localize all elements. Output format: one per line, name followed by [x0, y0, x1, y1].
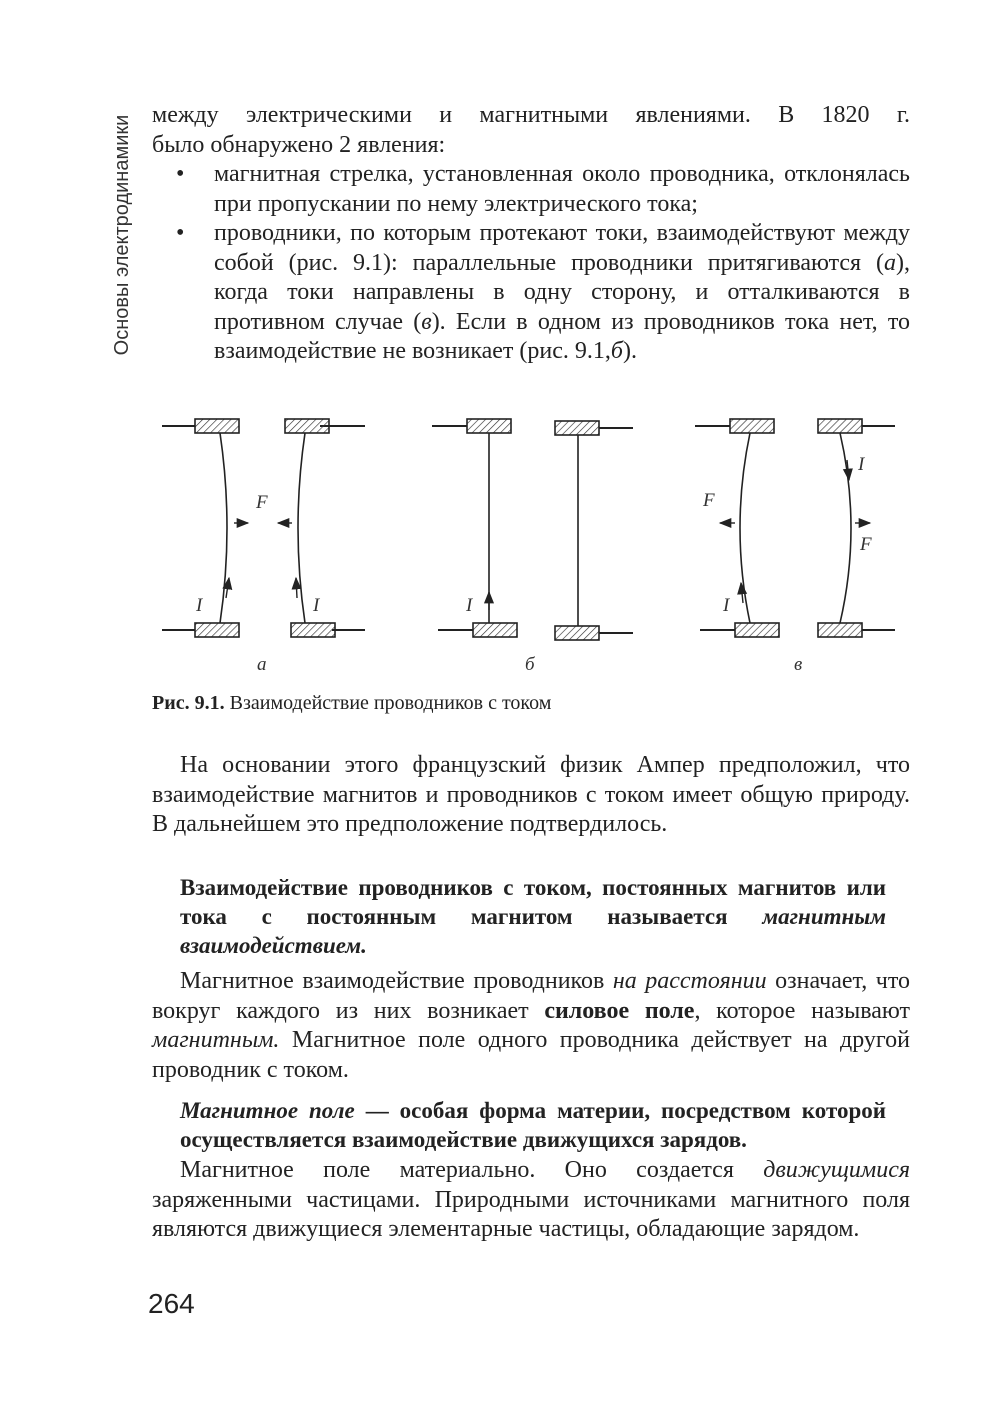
paragraph-2: [152, 967, 910, 1085]
bullet-list: [152, 160, 910, 367]
p3-b: заряженными частицами. Природными источниками магнитного поля являются движущиеся элементарные частицы, обладающие зарядом.: [152, 1186, 910, 1242]
p2-b: означает, что вокруг каждого из них возникает: [152, 968, 910, 1024]
bullet-text-2-tail: ). Если в одном из проводников тока нет, то взаимодействие не возникает (рис. 9.1,: [214, 308, 911, 364]
paragraph-1: На основании этого французский физик Ампер предположил, что взаимодействие магнитов и проводников с током имеет общую природу. В дальнейшем это предположение подтвердилось.: [152, 752, 910, 837]
intro-line-1: между электрическими и магнитными явлениями. В 1820 г.: [152, 102, 910, 128]
panel-label-a: а: [257, 654, 267, 675]
bullet-marker: •: [176, 161, 185, 187]
ref-a: а: [884, 249, 896, 276]
p2-c: , которое называют: [694, 997, 910, 1024]
p2-c-it: магнитным.: [152, 1027, 280, 1053]
panel-label-b: б: [525, 654, 535, 675]
bullet-text-2: проводники, по которым протекают токи, взаимодействуют между собой (рис. 9.1): параллельные проводники притягиваются (: [214, 220, 910, 276]
p2-a-it: на расстоянии: [612, 968, 767, 994]
p3-a-it: движущимися: [763, 1157, 910, 1183]
definition-1-text: Взаимодействие проводников с током, постоянных магнитов или тока с постоянным магнитом называется: [180, 875, 886, 929]
p2-d: Магнитное поле одного проводника действует на другой проводник с током.: [152, 1027, 910, 1083]
definition-1-term: магнитным взаимодействием.: [180, 904, 886, 958]
bullet-text-1: магнитная стрелка, установленная около проводника, отклонялась при пропускании по нему электрического тока;: [214, 161, 910, 217]
force-label-a: F: [256, 492, 268, 513]
p3-a: Магнитное поле материально. Оно создается: [180, 1157, 764, 1183]
figure-caption: [152, 690, 551, 716]
caption-text: Взаимодействие проводников с током: [229, 692, 552, 714]
current-label-a1: I: [196, 595, 203, 616]
bullet-item-1: [152, 160, 910, 219]
bullet-marker: •: [176, 220, 185, 246]
current-label-a2: I: [313, 595, 320, 616]
intro-line-2: было обнаружено 2 явления:: [152, 131, 446, 158]
definition-2-term: Магнитное поле: [180, 1098, 355, 1123]
running-head: Основы электродинамики: [111, 114, 133, 356]
bullet-item-2: [152, 219, 910, 367]
current-label-b: I: [466, 595, 473, 616]
p2-a: Магнитное взаимодействие проводников: [180, 968, 613, 994]
force-label-v2: F: [860, 534, 872, 555]
force-label-v1: F: [703, 490, 715, 511]
current-label-v1: I: [723, 595, 730, 616]
caption-prefix: Рис. 9.1.: [152, 692, 225, 714]
definition-2: [180, 1096, 886, 1154]
figure-conductors: [150, 408, 910, 683]
bullet-text-2-mid: ), когда токи направлены в одну сторону, и отталкиваются в противном случае (: [214, 249, 910, 335]
p2-b-bold: силовое поле: [544, 997, 695, 1024]
intro-block: [152, 101, 910, 367]
definition-1: [180, 873, 886, 960]
current-label-v2: I: [858, 454, 865, 475]
ref-v: в: [421, 308, 432, 335]
panel-label-v: в: [794, 654, 803, 675]
panel-b: [432, 419, 633, 640]
bullet-text-2-end: ).: [622, 338, 637, 364]
ref-b: б: [610, 338, 623, 364]
definition-2-text: — особая форма материи, посредством которой осуществляется взаимодействие движущихся зарядов.: [180, 1098, 886, 1152]
panel-a: [162, 419, 365, 637]
paragraph-3: [152, 1156, 910, 1245]
page-number: 264: [148, 1288, 195, 1319]
